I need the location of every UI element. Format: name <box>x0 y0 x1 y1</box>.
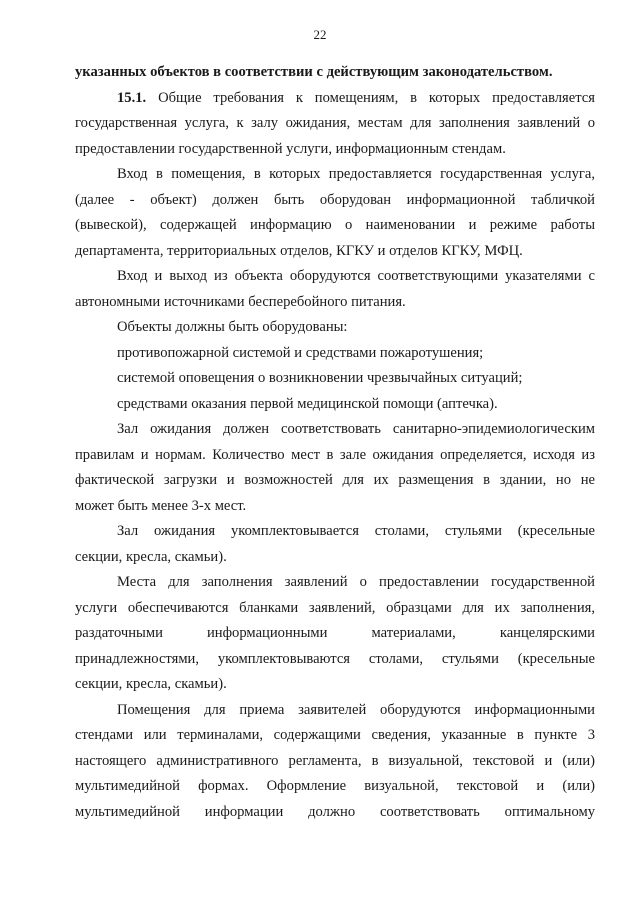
text-line: Места для заполнения заявлений о предоставлении государственной <box>117 574 595 590</box>
text-line: (далее - объект) должен быть оборудован информационной табличкой <box>75 191 595 208</box>
text-line: государственная услуга, к залу ожидания, местам для заполнения заявлений о <box>75 115 595 131</box>
text-line: мультимедийной формах. Оформление визуальной, текстовой и (или) <box>75 778 595 794</box>
text-line: фактической загрузки и возможностей для их размещения в здании, но не <box>75 472 595 488</box>
text-line: указанных объектов в соответствии с действующим законодательством. <box>75 64 553 80</box>
text-line: Объекты должны быть оборудованы: <box>117 319 348 335</box>
list-item: системой оповещения о возникновении чрезвычайных ситуаций; <box>117 370 523 386</box>
text-line: раздаточными информационными материалами, канцелярскими <box>75 625 595 641</box>
section-heading-line <box>75 86 595 112</box>
text-line: секции, кресла, скамьи). <box>75 676 227 692</box>
section-number: 15.1. <box>117 89 147 106</box>
text-line: Общие требования к помещениям, в которых предоставляется <box>158 89 595 106</box>
text-line: принадлежностями, укомплектовываются столами, стульями (кресельные <box>75 650 595 667</box>
list-item: противопожарной системой и средствами пожаротушения; <box>117 344 484 361</box>
list-item: средствами оказания первой медицинской помощи (аптечка). <box>117 395 498 412</box>
text-line: может быть менее 3-х мест. <box>75 497 247 514</box>
page-number: 22 <box>313 27 327 42</box>
document-body <box>75 60 595 825</box>
text-line: Помещения для приема заявителей оборудуются информационными <box>117 701 595 718</box>
text-line: Зал ожидания должен соответствовать санитарно-эпидемиологическим <box>117 421 595 437</box>
text-line: секции, кресла, скамьи). <box>75 548 227 565</box>
text-line: (вывеской), содержащей информацию о наименовании и режиме работы <box>75 217 595 233</box>
text-line: правилам и нормам. Количество мест в зале ожидания определяется, исходя из <box>75 446 595 463</box>
text-line: предоставлении государственной услуги, информационным стендам. <box>75 140 506 157</box>
text-line: Вход в помещения, в которых предоставляется государственная услуга, <box>117 166 595 182</box>
text-line: настоящего административного регламента, в визуальной, текстовой и (или) <box>75 752 595 769</box>
text-line: автономными источниками бесперебойного питания. <box>75 293 406 310</box>
text-line: Вход и выход из объекта оборудуются соответствующими указателями с <box>117 268 595 284</box>
text-line: мультимедийной информации должно соответствовать оптимальному <box>75 803 595 820</box>
text-line: Зал ожидания укомплектовывается столами, стульями (кресельные <box>117 523 595 539</box>
text-line: департамента, территориальных отделов, КГКУ и отделов КГКУ, МФЦ. <box>75 242 523 259</box>
text-line: услуги обеспечиваются бланками заявлений, образцами для их заполнения, <box>75 599 595 616</box>
text-line: стендами или терминалами, содержащими сведения, указанные в пункте 3 <box>75 727 595 743</box>
